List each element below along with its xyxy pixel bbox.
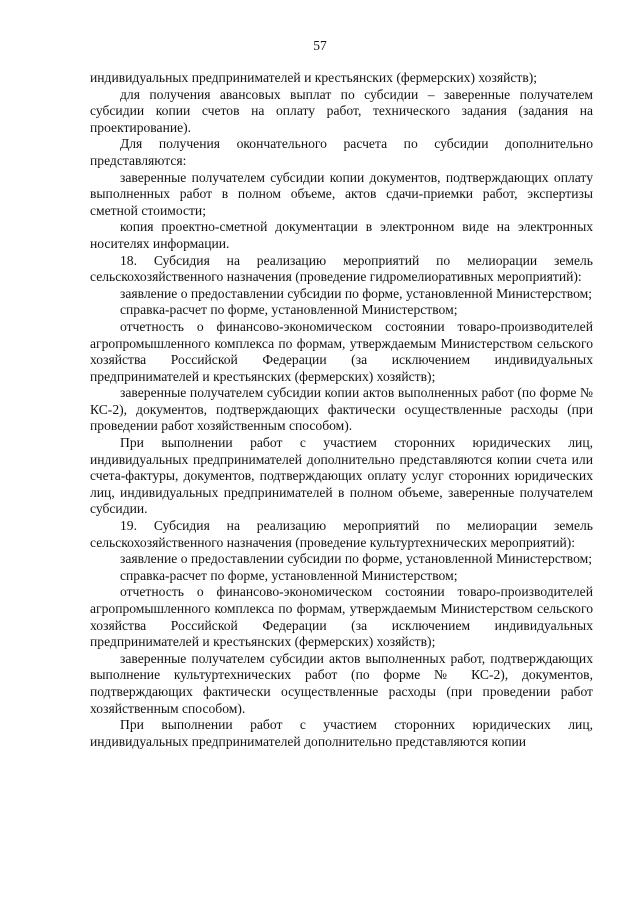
paragraph-item-19-heading: 19. Субсидия на реализацию мероприятий по мелиорации земель сельскохозяйственного назначения (проведение культуртехнических мероприятий): — [90, 518, 593, 550]
paragraph-item-19-third-parties: При выполнении работ с участием сторонних юридических лиц, индивидуальных предпринимателей дополнительно представляются копии — [90, 717, 593, 749]
document-body — [90, 70, 593, 750]
paragraph-final-settlement: Для получения окончательного расчета по субсидии дополнительно представляются: — [90, 136, 593, 168]
paragraph-item-18-third-parties: При выполнении работ с участием сторонних юридических лиц, индивидуальных предпринимателей дополнительно представляются копии счета или счета-фактуры, документов, подтверждающих оплату услуг сторонних юридических лиц, индивидуальных предпринимателей в полном объеме, заверенные получателем субсидии. — [90, 435, 593, 517]
paragraph-item-18-calculation: справка-расчет по форме, установленной Министерством; — [120, 302, 458, 318]
paragraph-payment-documents: заверенные получателем субсидии копии документов, подтверждающих оплату выполненных работ в полном объеме, актов сдачи-приемки работ, экспертизы сметной стоимости; — [90, 169, 593, 218]
paragraph-item-19-calculation: справка-расчет по форме, установленной Министерством; — [120, 567, 458, 583]
paragraph-item-18-heading: 18. Субсидия на реализацию мероприятий по мелиорации земель сельскохозяйственного назначения (проведение гидромелиоративных мероприятий): — [90, 252, 593, 285]
paragraph-continuation: индивидуальных предпринимателей и крестьянских (фермерских) хозяйств); — [90, 70, 538, 85]
paragraph-item-18-acts: заверенные получателем субсидии копии актов выполненных работ (по форме № КС-2), документов, подтверждающих фактически осуществленные расходы (при проведении работ хозяйственным способом). — [90, 385, 593, 434]
page-number: 57 — [313, 38, 327, 53]
paragraph-item-19-acts: заверенные получателем субсидии актов выполненных работ, подтверждающих выполнение культуртехнических работ (по форме № КС-2), документов, подтверждающих фактически осуществленные расходы (при проведении работ хозяйственным способом). — [90, 650, 593, 716]
paragraph-item-19-reporting: отчетность о финансово-экономическом состоянии товаро-производителей агропромышленного комплекса по формам, утверждаемым Министерством сельского хозяйства Российской Федерации (за исключением индивидуальных предпринимателей и крестьянских (фермерских) хозяйств); — [90, 584, 593, 650]
paragraph-design-documentation: копия проектно-сметной документации в электронном виде на электронных носителях информации. — [90, 219, 593, 251]
paragraph-item-19-application: заявление о предоставлении субсидии по форме, установленной Министерством; — [120, 551, 593, 567]
paragraph-advance-payments: для получения авансовых выплат по субсидии – заверенные получателем субсидии копии счетов на оплату работ, технического задания (задания на проектирование). — [90, 86, 593, 135]
paragraph-item-18-application: заявление о предоставлении субсидии по форме, установленной Министерством; — [120, 285, 593, 301]
paragraph-item-18-reporting: отчетность о финансово-экономическом состоянии товаро-производителей агропромышленного комплекса по формам, утверждаемым Министерством сельского хозяйства Российской Федерации (за исключением индивидуальных предпринимателей и крестьянских (фермерских) хозяйств); — [90, 318, 593, 384]
